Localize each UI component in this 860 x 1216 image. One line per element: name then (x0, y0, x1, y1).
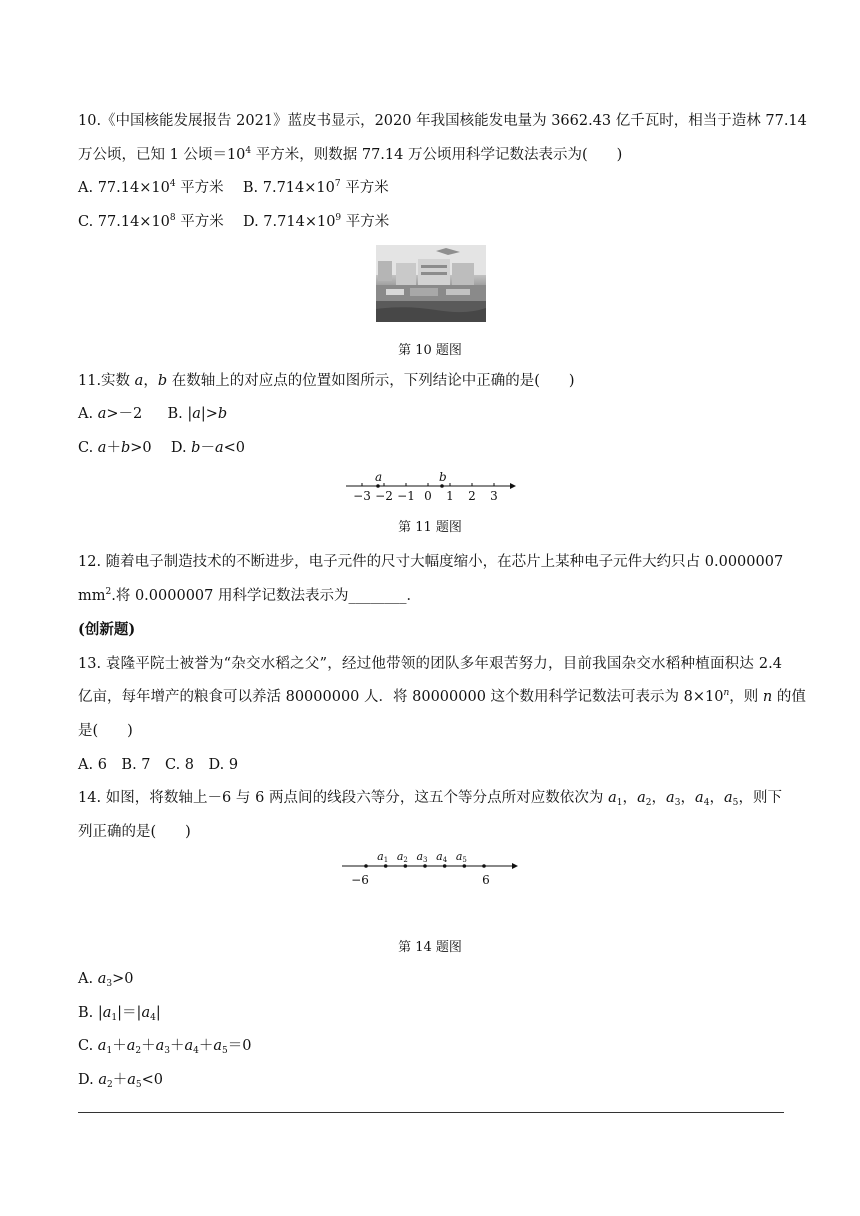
axis-tick-label: −2 (375, 489, 393, 503)
q13-options[interactable]: A. 6 B. 7 C. 8 D. 9 (78, 757, 239, 773)
q14-stem-line2: 列正确的是( ) (78, 824, 191, 840)
axis-tick-label: 2 (468, 489, 476, 503)
q11-option-b[interactable]: B. |a|>b (167, 406, 228, 422)
label-a: a (375, 470, 383, 484)
q10-nuclear-plant-photo (376, 245, 486, 322)
q11-option-c[interactable]: C. a＋b>0 (78, 440, 152, 456)
q10-options-row2 (78, 212, 788, 232)
q13-stem-line2: 亿亩，每年增产的粮食可以养活 80000000 人．将 80000000 这个数用科学记数法可表示为 $8\times 10^n$，则 n 的值 (78, 688, 806, 705)
point-label-a2: a2 (396, 850, 408, 864)
q11-figure-caption: 第 11 题图 (398, 520, 462, 535)
q14-stem-line1: 14. 如图，将数轴上－6 与 6 两点间的线段六等分，这五个等分点所对应数依次为 $a_1$，$a_2$，$a_3$，$a_4$，$a_5$，则下 (78, 790, 783, 808)
q14-figure-caption: 第 14 题图 (398, 940, 462, 955)
axis-tick-label: 3 (490, 489, 498, 503)
division-point (384, 864, 388, 868)
division-point (364, 864, 368, 868)
q14-option-b[interactable]: B. $|a_1|=|a_4|$ (78, 1005, 161, 1023)
division-point (482, 864, 486, 868)
division-point (463, 864, 467, 868)
axis-tick-label: 1 (446, 489, 454, 503)
q11-options-row1 (78, 404, 788, 424)
point-label-a4: a4 (436, 850, 448, 864)
q10-options-row1 (78, 178, 788, 198)
q11-stem: 11.实数 a，b 在数轴上的对应点的位置如图所示，下列结论中正确的是( ) (78, 373, 575, 389)
point-label-a5: a5 (455, 850, 467, 864)
q14-option-c[interactable]: C. $a_1+a_2+a_3+a_4+a_5=0$ (78, 1038, 252, 1056)
q10-text: 平方米，则数据 77.14 万公顷用科学记数法表示为( ) (251, 147, 623, 163)
q10-option-c[interactable]: C. $77.14\times 10^8$ 平方米 (78, 213, 224, 230)
division-point (443, 864, 447, 868)
photo-illustration (376, 245, 486, 322)
axis-tick-label: −3 (353, 489, 371, 503)
axis-tick-label: 0 (424, 489, 432, 503)
division-point (404, 864, 408, 868)
point-label-a1: a1 (377, 850, 389, 864)
label-six: 6 (482, 873, 490, 887)
q14-number-line (336, 848, 526, 888)
q14-option-d[interactable]: D. $a_2+a_5<0$ (78, 1072, 163, 1090)
division-point (423, 864, 427, 868)
q11-option-d[interactable]: D. b－a<0 (170, 440, 245, 456)
point-a (376, 484, 380, 488)
q12-stem-line1: 12. 随着电子制造技术的不断进步，电子元件的尺寸大幅度缩小，在芯片上某种电子元件大约只占 0.0000007 (78, 554, 784, 570)
q10-figure-caption: 第 10 题图 (398, 343, 462, 358)
q10-text: 万公顷，已知 1 公顷＝10 (78, 147, 246, 163)
section-label: (创新题) (78, 621, 136, 638)
point-b (440, 484, 444, 488)
q10-option-a[interactable]: A. $77.14\times 10^4$ 平方米 (78, 179, 224, 196)
q10-option-d[interactable]: D. $7.714\times 10^9$ 平方米 (242, 213, 390, 230)
point-label-a3: a3 (416, 850, 428, 864)
q13-stem-line1: 13. 袁隆平院士被誉为“杂交水稻之父”，经过他带领的团队多年艰苦努力，目前我国杂交水稻种植面积达 2.4 (78, 656, 782, 672)
q10-exponent: 4 (245, 146, 252, 156)
q10-stem-line1: 10.《中国核能发展报告 2021》蓝皮书显示，2020 年我国核能发电量为 3662.43 亿千瓦时，相当于造林 77.14 (78, 113, 807, 129)
q10-option-b[interactable]: B. $7.714\times 10^7$ 平方米 (242, 179, 389, 196)
label-minus-six: −6 (351, 873, 369, 887)
q11-option-a[interactable]: A. a>－2 (78, 406, 143, 422)
q13-stem-line3: 是( ) (78, 723, 133, 739)
q12-stem-line2: $mm^2$.将 0.0000007 用科学记数法表示为________． (78, 587, 421, 604)
q11-options-row2 (78, 438, 788, 458)
q14-variable-list: $a_1$，$a_2$，$a_3$，$a_4$，$a_5$ (608, 790, 739, 808)
label-b: b (439, 470, 447, 484)
page-bottom-rule (78, 1112, 784, 1113)
q14-option-a[interactable]: A. $a_3>0$ (78, 971, 134, 989)
q11-number-line (340, 468, 520, 508)
q10-stem-line2 (78, 145, 788, 165)
axis-tick-label: −1 (397, 489, 415, 503)
